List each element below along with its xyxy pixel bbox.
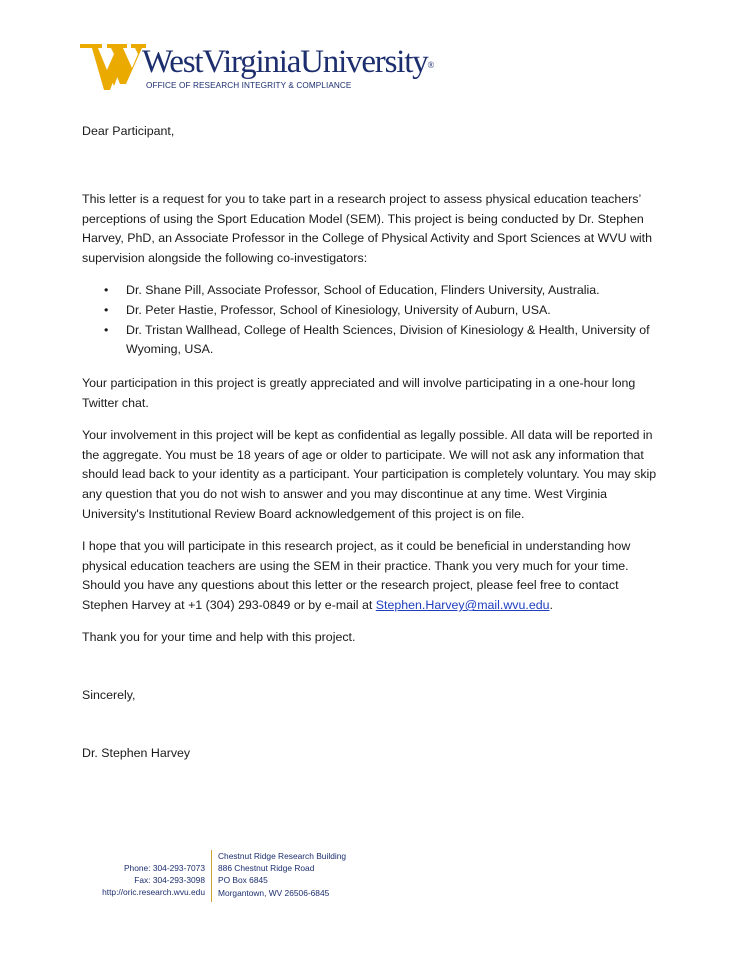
participation-paragraph: Your participation in this project is greatly appreciated and will involve participating in a one-hour long Twitter chat. xyxy=(82,376,636,410)
footer-building: Chestnut Ridge Research Building xyxy=(218,851,347,861)
list-item xyxy=(82,301,657,321)
salutation: Dear Participant, xyxy=(82,124,175,138)
letter-body xyxy=(82,122,657,763)
contact-trailing: . xyxy=(549,598,553,613)
co-investigator-text: Dr. Shane Pill, Associate Professor, School of Education, Flinders University, Australia. xyxy=(126,282,600,297)
closing: Sincerely, xyxy=(82,687,136,702)
registered-mark: ® xyxy=(427,60,435,70)
footer-website[interactable]: http://oric.research.wvu.edu xyxy=(102,887,205,898)
footer-street: 886 Chestnut Ridge Road xyxy=(218,863,315,874)
list-item xyxy=(82,321,657,361)
co-investigator-list xyxy=(82,281,657,360)
bullet-icon: • xyxy=(104,322,109,337)
email-link[interactable]: Stephen.Harvey@mail.wvu.edu xyxy=(375,598,550,613)
footer-po-box: PO Box 6845 xyxy=(218,875,268,886)
footer-contact xyxy=(102,862,205,899)
intro-paragraph: This letter is a request for you to take part in a research project to assess physical education teachers’ perceptions of using the Sport Education Model (SEM). This project is being conducted by Dr. Stephen Harvey, PhD, an Associate Professor in the College of Physical Activity and Sport Sciences at WVU with supervision alongside the following co-investigators: xyxy=(82,191,652,266)
thanks-paragraph: Thank you for your time and help with this project. xyxy=(82,629,356,644)
footer-divider xyxy=(211,850,212,902)
co-investigator-text: Dr. Tristan Wallhead, College of Health Sciences, Division of Kinesiology & Health, University of Wyoming, USA. xyxy=(126,322,650,357)
flying-wv-icon xyxy=(80,40,146,94)
university-logo xyxy=(80,38,440,98)
footer-phone: Phone: 304-293-7073 xyxy=(123,863,205,873)
signature: Dr. Stephen Harvey xyxy=(82,745,191,760)
footer-fax: Fax: 304-293-3098 xyxy=(134,875,205,886)
bullet-icon: • xyxy=(104,282,109,297)
bullet-icon: • xyxy=(104,302,109,317)
co-investigator-text: Dr. Peter Hastie, Professor, School of Kinesiology, University of Auburn, USA. xyxy=(126,302,551,317)
contact-text: I hope that you will participate in this research project, as it could be beneficial in understanding how physical education teachers are using the SEM in their practice. Thank you very much for your time. Should you have any questions about this letter or the research project, please feel free to contact Stephen Harvey at +1 (304) 293-0849 or by e-mail at xyxy=(82,538,631,613)
list-item xyxy=(82,281,657,301)
footer-city: Morgantown, WV 26506-6845 xyxy=(218,887,330,898)
office-name: OFFICE OF RESEARCH INTEGRITY & COMPLIANCE xyxy=(146,81,352,90)
letter-footer xyxy=(0,850,740,910)
contact-paragraph xyxy=(82,537,657,616)
university-name: WestVirginiaUniversity® xyxy=(142,44,435,80)
footer-address xyxy=(218,850,346,899)
confidentiality-paragraph: Your involvement in this project will be kept as confidential as legally possible. All data will be reported in the aggregate. You must be 18 years of age or older to participate. We will not ask any information that should lead back to your identity as a participant. Your participation is completely voluntary. You may skip any question that you do not wish to answer and you may discontinue at any time. West Virginia University's Institutional Review Board acknowledgement of this project is on file. xyxy=(82,427,657,521)
